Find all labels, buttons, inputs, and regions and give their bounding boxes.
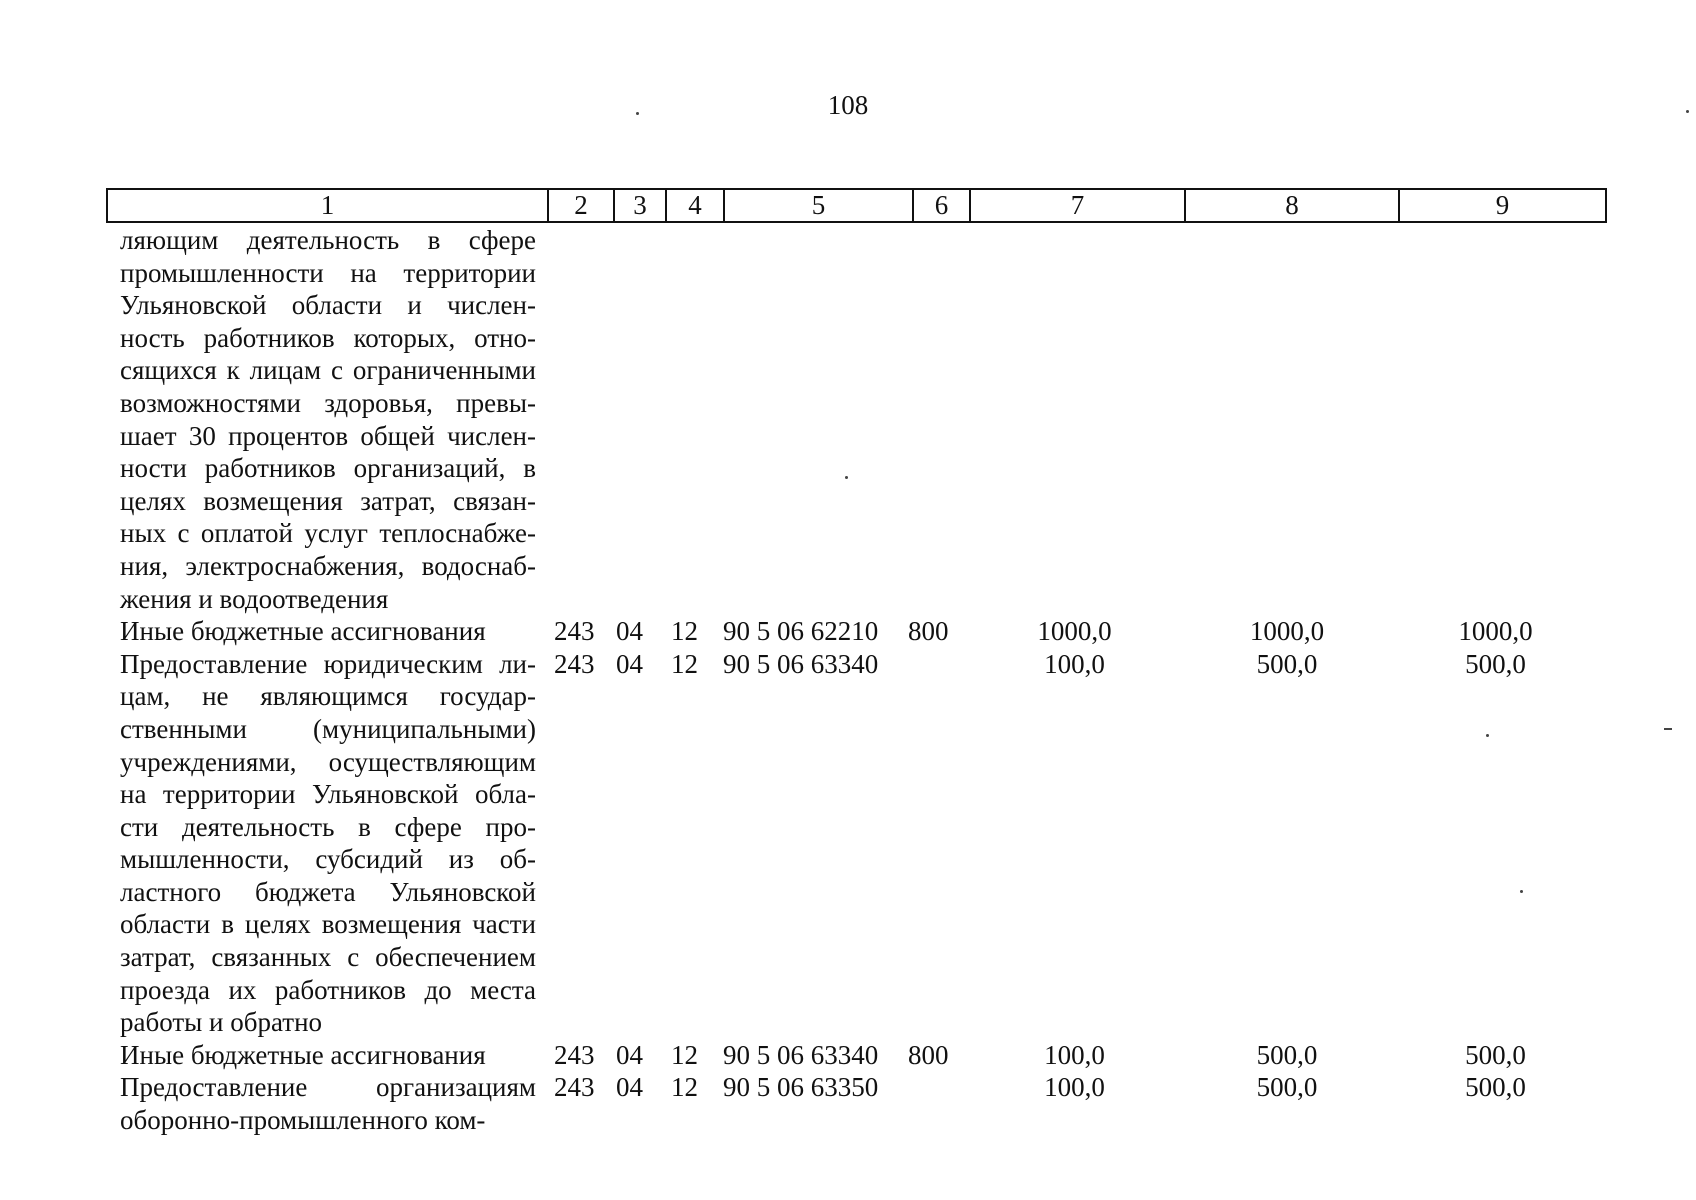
- column-header-8: 8: [1185, 189, 1399, 222]
- cell-col-8: 500,0: [1256, 1039, 1318, 1070]
- cell-col-5: 90 5 06 63340: [723, 1039, 879, 1070]
- description-line: затрат, связанных с обеспечением: [120, 942, 536, 973]
- description-line: шает 30 процентов общей числен-: [120, 420, 536, 451]
- cell-col-7: 100,0: [1044, 1039, 1105, 1070]
- description-line: возможностями здоровья, превы-: [120, 387, 536, 418]
- column-header-6: 6: [913, 189, 970, 222]
- cell-col-8: 1000,0: [1249, 616, 1325, 647]
- description-line: Ульяновской области и числен-: [120, 290, 536, 321]
- description-line: цам, не являющимся государ-: [120, 681, 536, 712]
- cell-col-4: 12: [671, 1039, 698, 1070]
- row-description: [120, 1039, 536, 1072]
- cell-col-2: 243: [554, 616, 595, 647]
- description-line: ляющим деятельность в сфере: [120, 225, 536, 255]
- cell-col-3: 04: [616, 1039, 643, 1070]
- cell-col-7: 100,0: [1044, 1072, 1105, 1103]
- cell-col-3: 04: [616, 648, 643, 679]
- cell-col-9: 1000,0: [1458, 616, 1533, 647]
- cell-col-2: 243: [554, 1072, 595, 1103]
- description-line: Иные бюджетные ассигнования: [120, 616, 486, 647]
- table-row: [120, 615, 1598, 648]
- description-line: ность работников которых, отно-: [120, 322, 536, 353]
- description-line: области в целях возмещения части: [120, 909, 536, 940]
- row-description: [120, 224, 536, 615]
- column-header-4: 4: [666, 189, 724, 222]
- scan-speck: [1664, 728, 1672, 730]
- description-line: Предоставление юридическим ли-: [120, 648, 536, 679]
- column-header-7: 7: [970, 189, 1185, 222]
- cell-col-2: 243: [554, 1039, 595, 1070]
- cell-col-8: 500,0: [1256, 648, 1318, 679]
- row-description: [120, 615, 536, 648]
- column-header-1: 1: [107, 189, 548, 222]
- cell-col-9: 500,0: [1465, 648, 1526, 679]
- row-description: [120, 648, 536, 1039]
- cell-col-7: 100,0: [1044, 648, 1105, 679]
- description-line: жения и водоотведения: [120, 583, 389, 614]
- column-header-5: 5: [724, 189, 913, 222]
- cell-col-5: 90 5 06 63350: [723, 1072, 879, 1103]
- description-line: Иные бюджетные ассигнования: [120, 1039, 486, 1070]
- description-line: сти деятельность в сфере про-: [120, 811, 536, 842]
- column-header-table: [106, 188, 1607, 223]
- table-row: [120, 1071, 1598, 1136]
- row-description: [120, 1071, 536, 1136]
- scan-speck: [1686, 110, 1689, 113]
- description-line: сящихся к лицам с ограниченными: [120, 355, 536, 386]
- cell-col-3: 04: [616, 616, 643, 647]
- cell-col-2: 243: [554, 648, 595, 679]
- cell-col-9: 500,0: [1465, 1072, 1526, 1103]
- cell-col-6: 800: [908, 616, 949, 647]
- table-row: [120, 648, 1598, 1039]
- column-header-3: 3: [614, 189, 666, 222]
- description-line: работы и обратно: [120, 1007, 323, 1038]
- description-line: ния, электроснабжения, водоснаб-: [120, 550, 536, 581]
- table-row: [120, 1039, 1598, 1072]
- cell-col-8: 500,0: [1256, 1072, 1318, 1103]
- description-line: ластного бюджета Ульяновской: [120, 876, 536, 907]
- description-line: ности работников организаций, в: [120, 453, 536, 484]
- description-line: Предоставление организациям: [120, 1072, 536, 1103]
- cell-col-4: 12: [671, 1072, 698, 1103]
- column-header-9: 9: [1399, 189, 1606, 222]
- cell-col-4: 12: [671, 648, 698, 679]
- description-line: оборонно-промышленного ком-: [120, 1105, 486, 1136]
- column-header-2: 2: [548, 189, 614, 222]
- cell-col-5: 90 5 06 62210: [723, 616, 879, 647]
- cell-col-7: 1000,0: [1037, 616, 1112, 647]
- table-row: [120, 224, 1598, 615]
- table-body: [120, 224, 1598, 1137]
- description-line: ственными (муниципальными): [120, 713, 536, 744]
- column-header-row: [107, 189, 1606, 222]
- scan-speck: [636, 112, 639, 115]
- cell-col-6: 800: [908, 1039, 949, 1070]
- cell-col-4: 12: [671, 616, 698, 647]
- description-line: целях возмещения затрат, связан-: [120, 485, 536, 516]
- cell-col-5: 90 5 06 63340: [723, 648, 879, 679]
- description-line: учреждениями, осуществляющим: [120, 746, 536, 777]
- description-line: мышленности, субсидий из об-: [120, 844, 536, 875]
- description-line: проезда их работников до места: [120, 974, 536, 1005]
- description-line: промышленности на территории: [120, 257, 536, 288]
- cell-col-9: 500,0: [1465, 1039, 1526, 1070]
- description-line: ных с оплатой услуг теплоснабже-: [120, 518, 536, 549]
- description-line: на территории Ульяновской обла-: [120, 779, 536, 810]
- page-number: 108: [827, 90, 869, 120]
- cell-col-3: 04: [616, 1072, 643, 1103]
